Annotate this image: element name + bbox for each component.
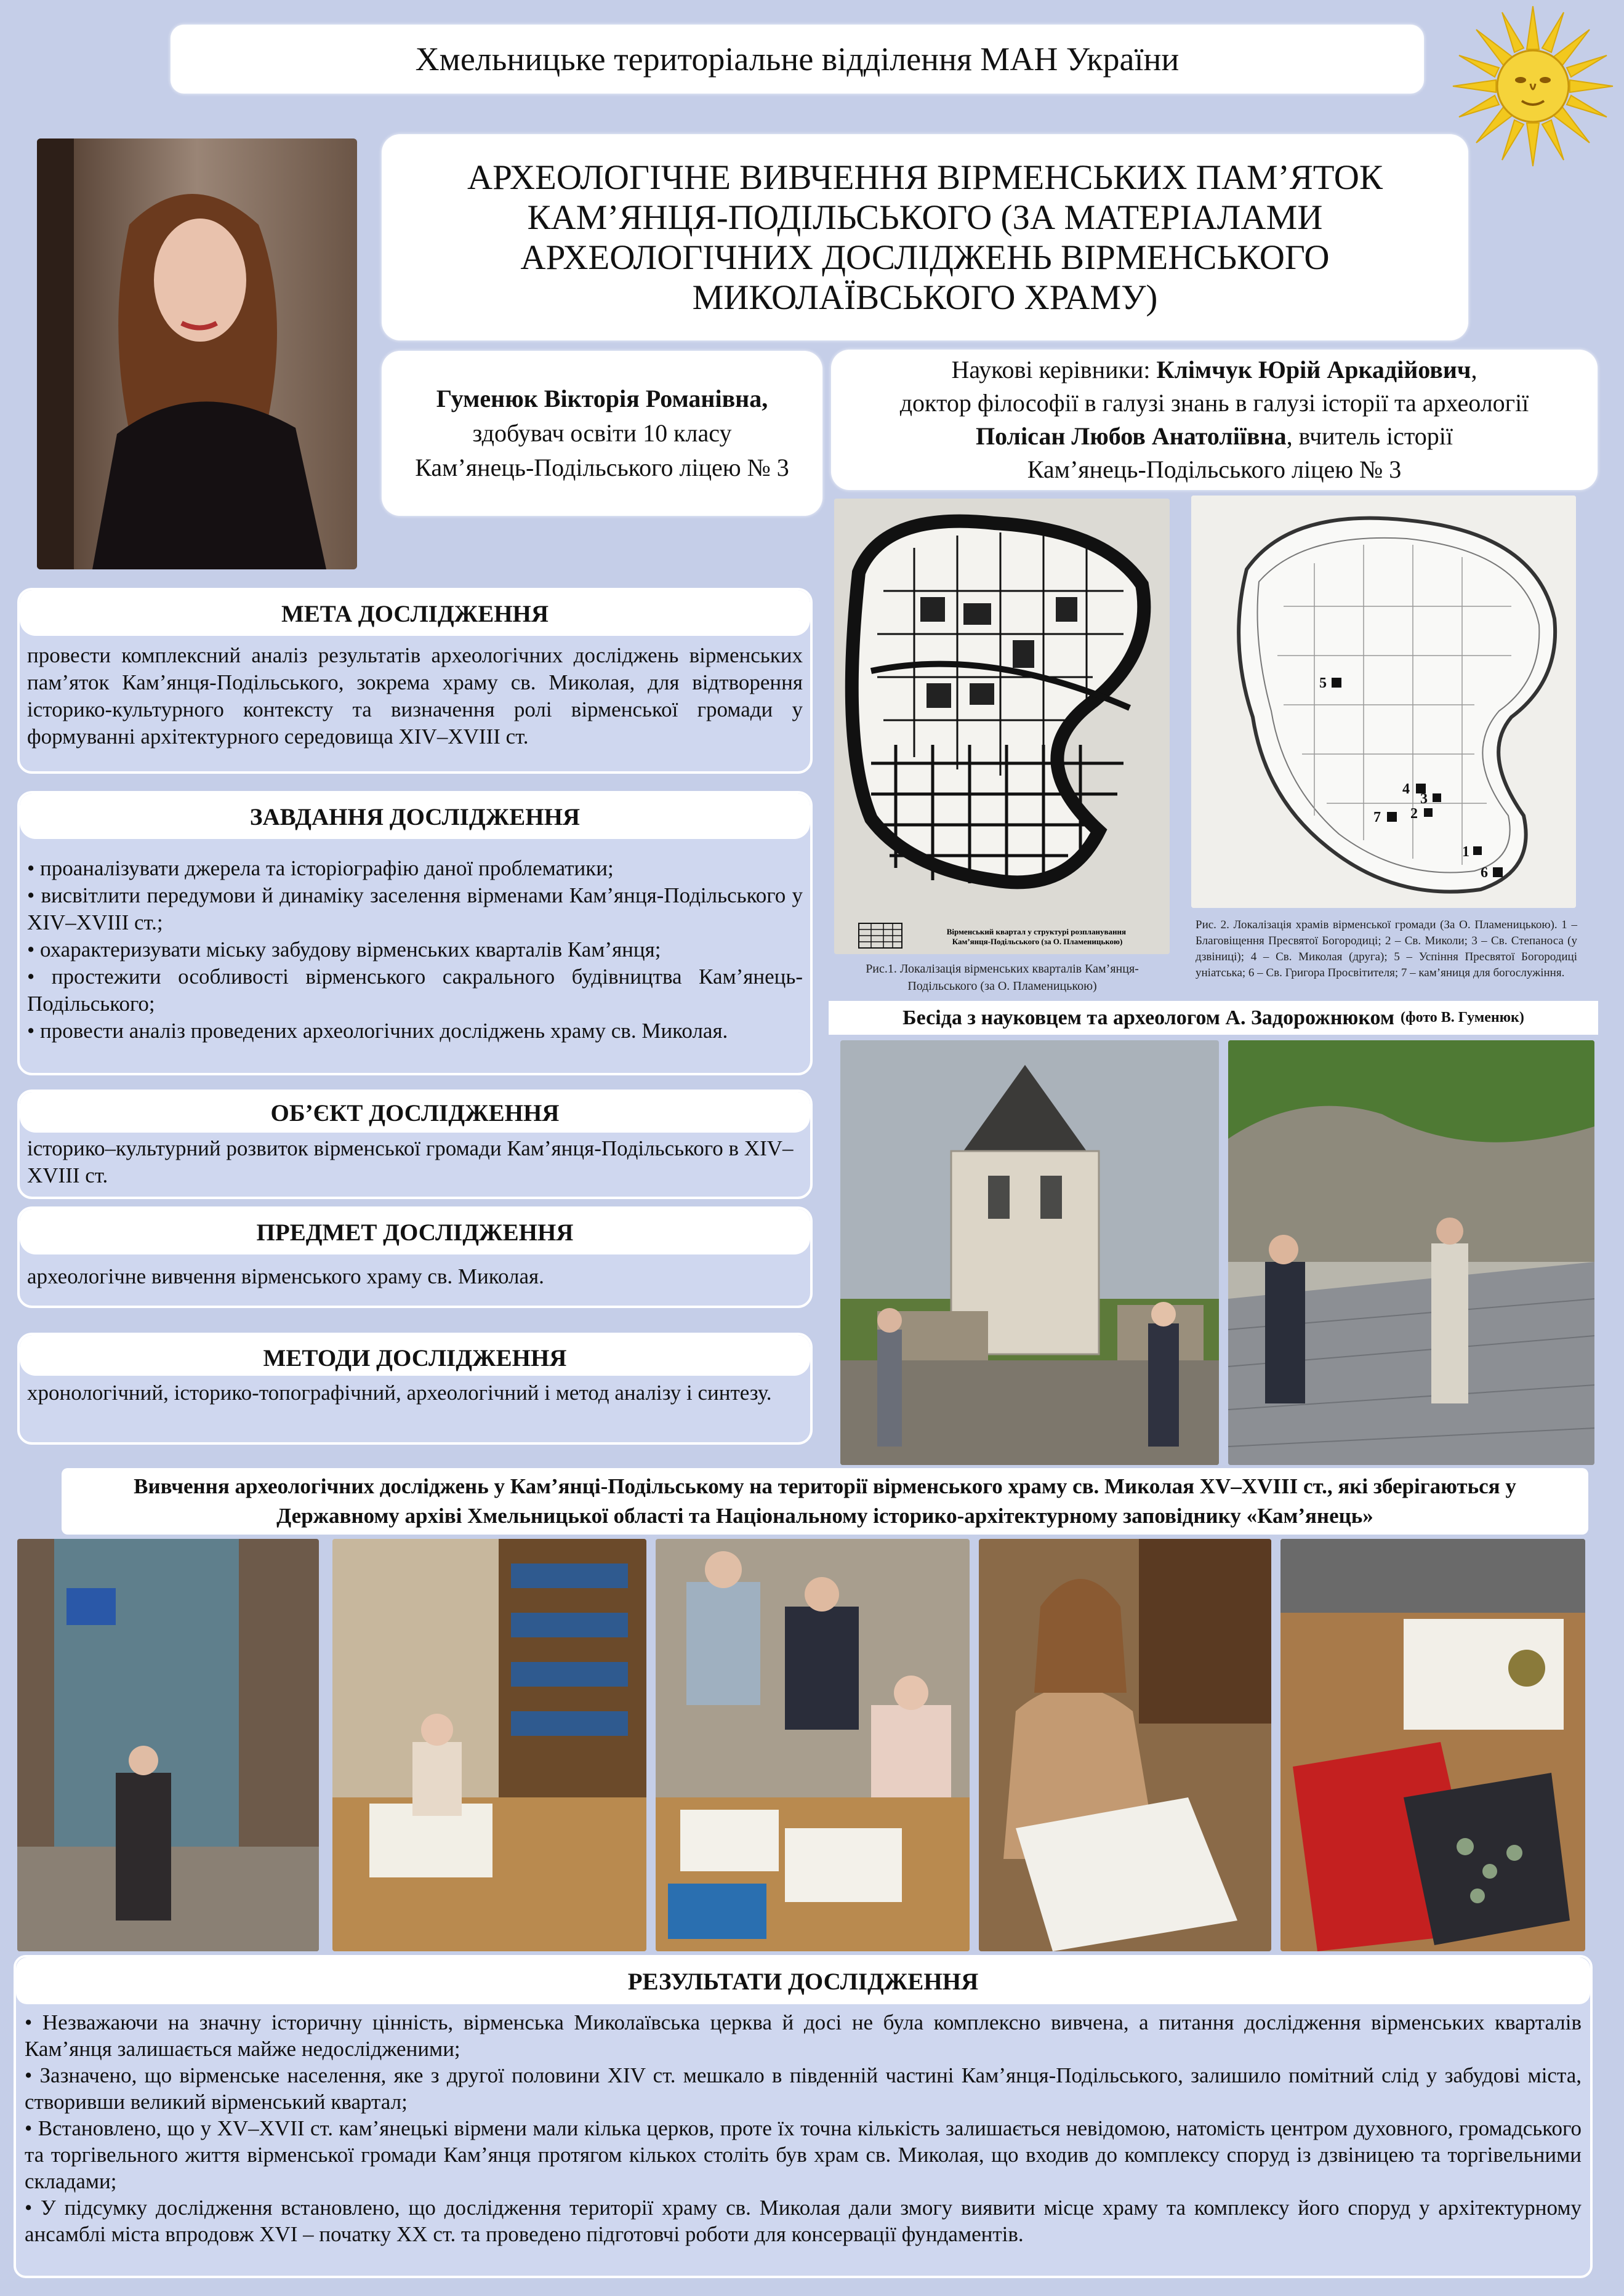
supervisor-2-school: Кам’янець-Подільського ліцею № 3 [1027, 456, 1402, 483]
section-object-text: історико–культурний розвиток вірменської громади Кам’янця-Подільського в XIV–XVIII ст. [27, 1136, 794, 1187]
author-name: Гуменюк Вікторія Романівна, [436, 385, 768, 412]
supervisor-1-degree: доктор філософії в галузі знань в галузі історії та археології [899, 389, 1529, 417]
fig2-caption: Рис. 2. Локалізація храмів вірменської громади (За О. Пламеницькою). 1 – Благовіщення Пресвятої Богородиці; 2 – Св. Миколи; 3 – Св. Степаноса (у дзвіниці); 4 – Св. Миколая (друга); 5 – Успіння Пресвятої Богородиці уніатська; 6 – Св. Григора Просвітителя; 7 – кам’яниця для богослужіння. [1196, 918, 1577, 979]
list-item: • Зазначено, що вірменське населення, яке з другої половини XIV ст. мешкало в південній частині Кам’янця-Подільського, залишило помітний слід у забудові міста, створивши великий вірменський квартал; [25, 2062, 1582, 2115]
map-armenian-quarters [834, 499, 1170, 954]
section-subject [17, 1206, 813, 1308]
photo-credit: (фото В. Гуменюк) [1401, 1010, 1524, 1026]
title-line-2: КАМ’ЯНЦЯ-ПОДІЛЬСЬКОГО (ЗА МАТЕРІАЛАМИ [527, 198, 1323, 237]
org-name: Хмельницьке територіальне відділення МАН України [415, 41, 1180, 78]
supervisor-1-comma: , [1471, 356, 1477, 383]
list-item: • провести аналіз проведених археологічних досліджень храму св. Миколая. [27, 1018, 803, 1045]
map2-number: 5 [1319, 675, 1327, 691]
map-armenian-churches [1191, 496, 1576, 908]
list-item: • охарактеризувати міську забудову вірменських кварталів Кам’янця; [27, 936, 803, 963]
section-results [14, 1955, 1593, 2278]
author-portrait-photo [37, 138, 357, 569]
photo-archive-artifacts [1280, 1539, 1585, 1951]
title-line-1: АРХЕОЛОГІЧНЕ ВИВЧЕННЯ ВІРМЕНСЬКИХ ПАМ’ЯТОК [467, 158, 1383, 197]
section-object-title: ОБ’ЄКТ ДОСЛІДЖЕННЯ [20, 1092, 810, 1133]
fig1-caption-line2: Подільського (за О. Пламеницькою) [907, 979, 1097, 993]
section-goal [17, 588, 813, 774]
map2-number: 7 [1373, 809, 1381, 825]
list-item: • висвітлити передумови й динаміку заселення вірменами Кам’янця-Подільського у XIV–XVIII ст.; [27, 882, 803, 936]
author-info [382, 351, 822, 516]
archive-caption-bar [62, 1468, 1588, 1535]
tasks-list [27, 855, 803, 1045]
supervisor-1-name: Клімчук Юрій Аркадійович [1156, 356, 1471, 383]
photo-label: Бесіда з науковцем та археологом А. Задорожнюком [902, 1006, 1395, 1029]
title-line-4: МИКОЛАЇВСЬКОГО ХРАМУ) [692, 278, 1158, 317]
section-tasks-title: ЗАВДАННЯ ДОСЛІДЖЕННЯ [20, 793, 810, 839]
list-item: • Незважаючи на значну історичну цінність, вірменська Миколаївська церква й досі не була комплексно вивчена, а питання дослідження вірменських кварталів Кам’янця залишається майже недослідженими; [25, 2009, 1582, 2062]
photo-bell-tower [840, 1040, 1219, 1465]
supervisor-2-role: , вчитель історії [1286, 422, 1453, 450]
section-goal-title: МЕТА ДОСЛІДЖЕННЯ [20, 590, 810, 636]
results-list [16, 2004, 1590, 2247]
section-methods-title: МЕТОДИ ДОСЛІДЖЕННЯ [20, 1335, 810, 1376]
archive-line-1: Вивчення археологічних досліджень у Кам’янці-Подільському на території вірменського храму св. Миколая XV–XVIII ст., які зберігаються у [134, 1474, 1516, 1498]
photo-archive-reading [332, 1539, 646, 1951]
section-methods-text: хронологічний, історико-топографічний, археологічний і метод аналізу і синтезу. [27, 1381, 772, 1405]
map2-number: 3 [1420, 791, 1428, 807]
map2-number: 4 [1402, 781, 1410, 797]
map2-number: 6 [1481, 865, 1488, 881]
author-school: Кам’янець-Подільського ліцею № 3 [415, 454, 789, 481]
map1-legend-text: Вірменський квартал у структурі розпланування Кам’янця-Подільського (за О. Пламеницькою) [946, 927, 1126, 946]
map2-number: 2 [1410, 806, 1418, 822]
sun-logo-icon [1444, 3, 1622, 169]
map2-number: 1 [1462, 844, 1469, 860]
section-object [17, 1090, 813, 1199]
photo-archive-documents [656, 1539, 970, 1951]
list-item: • Встановлено, що у XV–XVII ст. кам’янецькі вірмени мали кілька церков, проте їх точна кількість залишається невідомою, натомість центром духовного, громадського та торгівельного життя вірменської громади Кам’янця протягом кількох століть був храм св. Миколая, що входив до комплексу споруд із дзвіницею та торгівельними складами; [25, 2115, 1582, 2194]
photo-archive-entrance [17, 1539, 319, 1951]
header-org-banner [171, 25, 1424, 94]
photo-archive-studying-book [979, 1539, 1271, 1951]
section-tasks [17, 791, 813, 1075]
photo-label-bar [829, 1001, 1598, 1035]
list-item: • У підсумку дослідження встановлено, що дослідження території храму св. Миколая дали змогу виявити місце храму та комплексу його споруд у архітектурному ансамблі міста впродовж XVI – початку XX ст. та проведено підготовчі роботи для консервації фундаментів. [25, 2194, 1582, 2247]
fig1-caption [836, 960, 1168, 995]
supervisors-info [831, 350, 1598, 490]
list-item: • простежити особливості вірменського сакрального будівництва Кам’янець-Подільського; [27, 963, 803, 1018]
section-goal-text: провести комплексний аналіз результатів археологічних досліджень вірменських пам’яток Кам’янця-Подільського, зокрема храму св. Миколая, для відтворення історико-культурного контексту та визначення ролі вірменської громади у формуванні архітектурного середовища XIV–XVIII ст. [27, 643, 803, 749]
poster-title [382, 134, 1468, 340]
section-subject-text: археологічне вивчення вірменського храму св. Миколая. [27, 1264, 544, 1288]
supervisors-prefix: Наукові керівники: [951, 356, 1157, 383]
section-methods [17, 1333, 813, 1445]
section-subject-title: ПРЕДМЕТ ДОСЛІДЖЕННЯ [20, 1209, 810, 1254]
list-item: • проаналізувати джерела та історіографію даної проблематики; [27, 855, 803, 882]
author-class: здобувач освіти 10 класу [472, 419, 732, 447]
section-results-title: РЕЗУЛЬТАТИ ДОСЛІДЖЕННЯ [16, 1957, 1590, 2004]
photo-fortress-wall [1228, 1040, 1594, 1465]
archive-line-2: Державному архіві Хмельницької області та Національному історико-архітектурному заповіднику «Кам’янець» [276, 1504, 1373, 1528]
fig1-caption-line1: Рис.1. Локалізація вірменських кварталів Кам’янця- [866, 962, 1139, 976]
title-line-3: АРХЕОЛОГІЧНИХ ДОСЛІДЖЕНЬ ВІРМЕНСЬКОГО [520, 238, 1330, 277]
supervisor-2-name: Полісан Любов Анатоліївна [975, 422, 1287, 450]
